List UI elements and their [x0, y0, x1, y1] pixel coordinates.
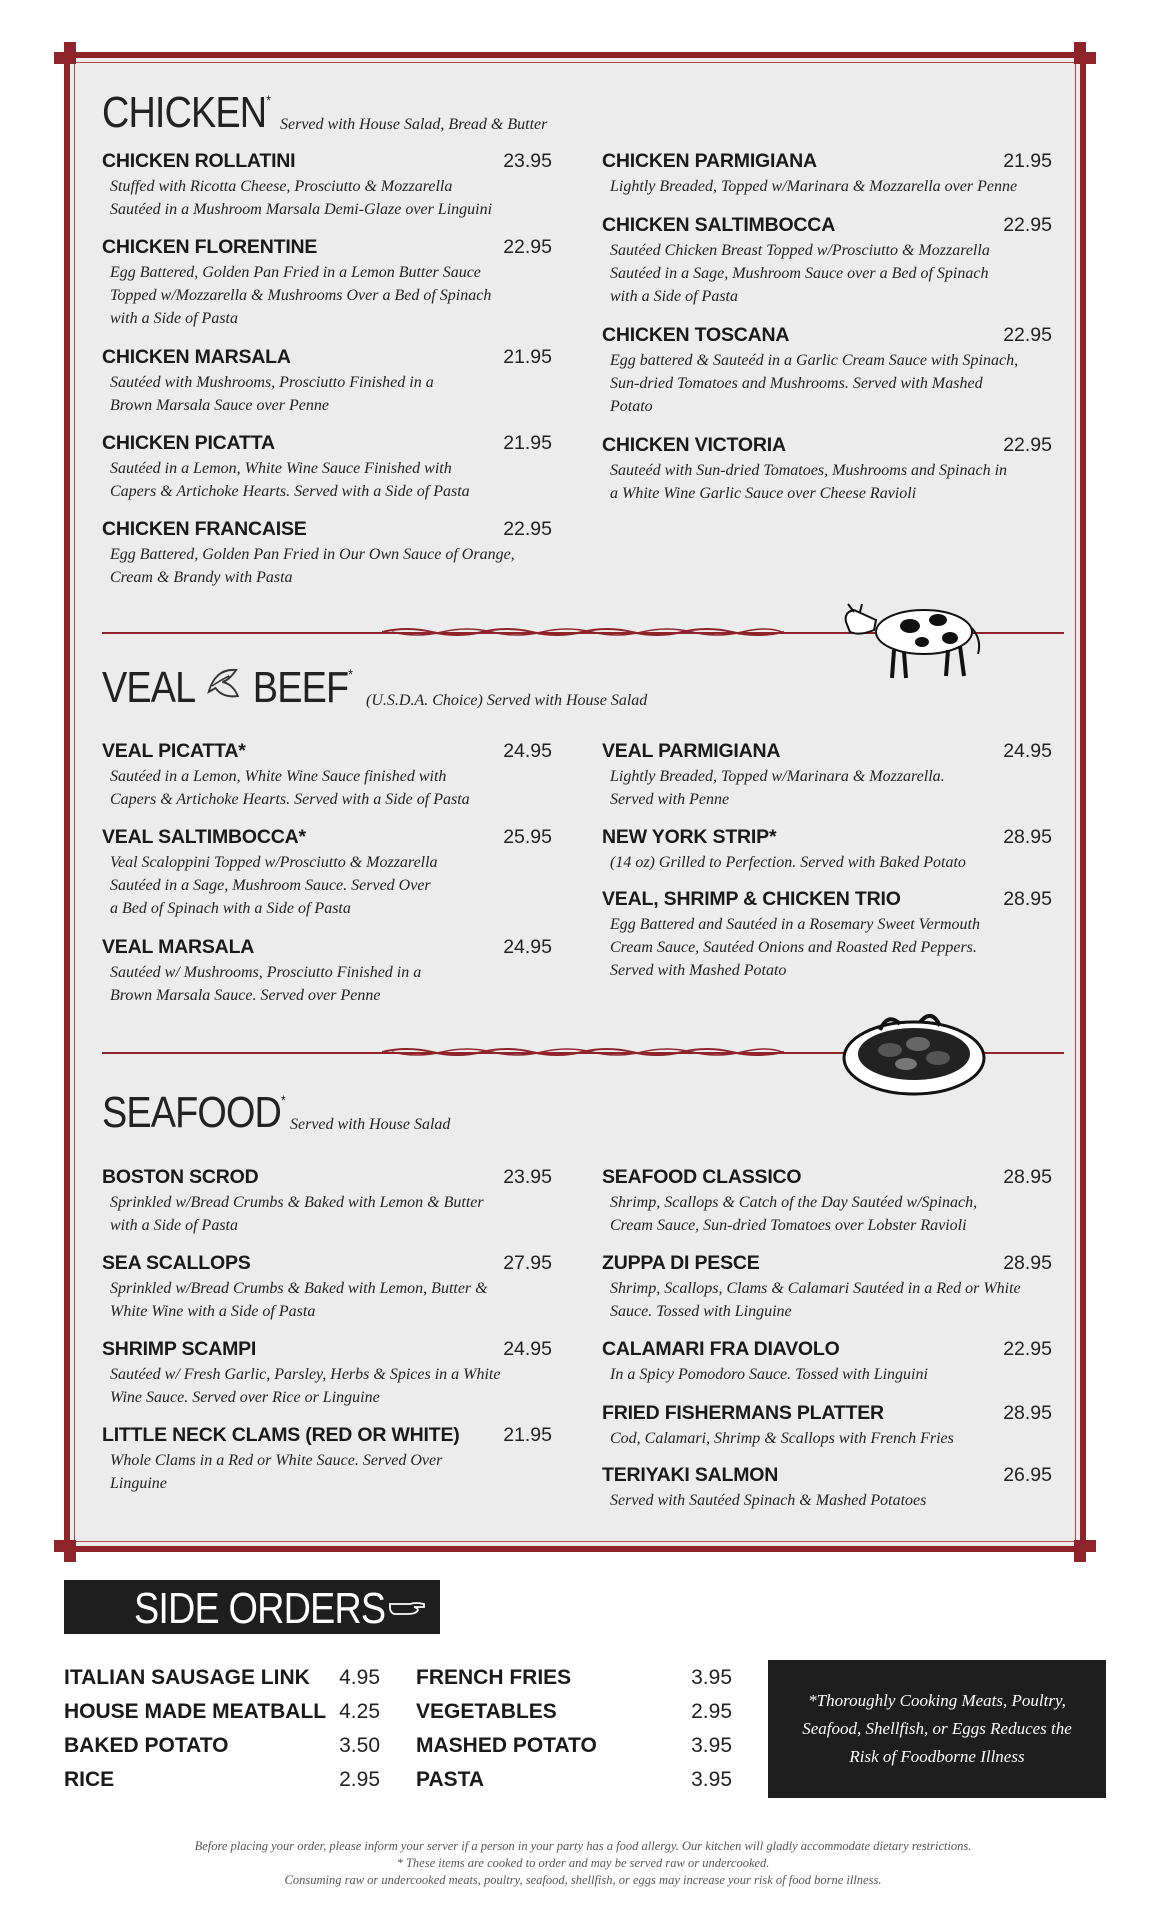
side-order-price: 2.95	[339, 1768, 380, 1791]
menu-item	[602, 1464, 1052, 1512]
description-line: Egg battered & Sauteéd in a Garlic Cream Sauce with Spinach,	[610, 352, 1019, 369]
menu-item-name: CHICKEN VICTORIA	[602, 434, 786, 456]
menu-item-name: CHICKEN ROLLATINI	[102, 150, 296, 172]
menu-item-header	[102, 150, 552, 173]
menu-item-description	[610, 175, 1052, 198]
description-line: Egg Battered, Golden Pan Fried in Our Own Sauce of Orange,	[110, 546, 515, 563]
menu-item-name: VEAL MARSALA	[102, 936, 255, 958]
seafood-title-text: SEAFOOD	[102, 1088, 282, 1137]
side-order-name: PASTA	[416, 1768, 485, 1791]
menu-item	[102, 826, 552, 920]
description-line: Shrimp, Scallops & Catch of the Day Sautéed w/Spinach,	[610, 1194, 978, 1211]
menu-item-price: 26.95	[1003, 1464, 1052, 1486]
menu-item-description	[610, 765, 1052, 811]
side-order-name: RICE	[64, 1768, 115, 1791]
description-line: Capers & Artichoke Hearts. Served with a Side of Pasta	[110, 791, 470, 808]
menu-item	[602, 434, 1052, 505]
side-order-name: BAKED POTATO	[64, 1734, 229, 1757]
description-line: Sautéed in a Lemon, White Wine Sauce finished with	[110, 768, 447, 785]
menu-item-header	[602, 214, 1052, 237]
veal-title-mark: *	[348, 666, 353, 682]
menu-item-description	[610, 1427, 1052, 1450]
side-order-price: 4.95	[339, 1666, 380, 1689]
menu-item-price: 28.95	[1003, 1252, 1052, 1274]
menu-item-header	[602, 150, 1052, 173]
description-line: with a Side of Pasta	[110, 310, 238, 327]
menu-item-price: 28.95	[1003, 826, 1052, 848]
menu-item-name: CHICKEN PICATTA	[102, 432, 275, 454]
menu-item-header	[102, 1166, 552, 1189]
menu-item-description	[610, 1489, 1052, 1512]
menu-item-name: CHICKEN FLORENTINE	[102, 236, 318, 258]
menu-item-description	[610, 1191, 1052, 1237]
menu-item-name: TERIYAKI SALMON	[602, 1464, 779, 1486]
description-line: (14 oz) Grilled to Perfection. Served with Baked Potato	[610, 854, 966, 871]
menu-item-name: SEAFOOD CLASSICO	[602, 1166, 802, 1188]
description-line: Brown Marsala Sauce. Served over Penne	[110, 987, 381, 1004]
side-order-item	[64, 1768, 380, 1792]
menu-item	[102, 1338, 552, 1409]
consumer-advisory: Consuming raw or undercooked meats, poultry, seafood, shellfish, or eggs may increase your risk of food borne illness.	[284, 1873, 882, 1887]
frame-corner	[1074, 42, 1096, 64]
description-line: Sautéed in a Sage, Mushroom Sauce. Served Over	[110, 877, 431, 894]
menu-item-name: VEAL, SHRIMP & CHICKEN TRIO	[602, 888, 901, 910]
menu-item-header	[102, 346, 552, 369]
menu-item	[102, 236, 552, 330]
chicken-subtitle: Served with House Salad, Bread & Butter	[280, 116, 548, 133]
menu-item-header	[602, 1464, 1052, 1487]
description-line: Sauce. Tossed with Linguine	[610, 1303, 792, 1320]
side-orders-banner	[64, 1580, 440, 1634]
menu-item	[102, 346, 552, 417]
menu-item-header	[602, 740, 1052, 763]
ornament-flourish	[382, 1046, 784, 1058]
menu-item-description	[610, 349, 1052, 418]
veal-beef-title	[102, 662, 352, 713]
ornament-flourish	[382, 626, 784, 638]
menu-item-name: FRIED FISHERMANS PLATTER	[602, 1402, 884, 1424]
description-line: Cream & Brandy with Pasta	[110, 569, 293, 586]
menu-item-name: ZUPPA DI PESCE	[602, 1252, 760, 1274]
description-line: Sautéed Chicken Breast Topped w/Prosciutto & Mozzarella	[610, 242, 990, 259]
description-line: Linguine	[110, 1475, 167, 1492]
menu-item-price: 23.95	[503, 1166, 552, 1188]
menu-item-header	[102, 1338, 552, 1361]
side-order-price: 3.50	[339, 1734, 380, 1757]
seafood-title	[102, 1088, 285, 1138]
description-line: Egg Battered and Sautéed in a Rosemary Sweet Vermouth	[610, 916, 980, 933]
description-line: Lightly Breaded, Topped w/Marinara & Mozzarella over Penne	[610, 178, 1018, 195]
description-line: Sautéed w/ Fresh Garlic, Parsley, Herbs & Spices in a White	[110, 1366, 501, 1383]
menu-item	[102, 432, 552, 503]
menu-item-price: 22.95	[503, 518, 552, 540]
menu-item	[602, 150, 1052, 198]
menu-item-name: VEAL PICATTA*	[102, 740, 246, 762]
description-line: Sautéed in a Sage, Mushroom Sauce over a Bed of Spinach	[610, 265, 989, 282]
description-line: Served with Sautéed Spinach & Mashed Potatoes	[610, 1492, 927, 1509]
menu-item-name: LITTLE NECK CLAMS (RED OR WHITE)	[102, 1424, 460, 1446]
menu-item	[602, 214, 1052, 308]
menu-item-description	[110, 1191, 552, 1237]
description-line: Sun-dried Tomatoes and Mushrooms. Served with Mashed	[610, 375, 983, 392]
menu-item-header	[102, 236, 552, 259]
description-line: Veal Scaloppini Topped w/Prosciutto & Mozzarella	[110, 854, 438, 871]
description-line: In a Spicy Pomodoro Sauce. Tossed with Linguini	[610, 1366, 928, 1383]
description-line: Cod, Calamari, Shrimp & Scallops with French Fries	[610, 1430, 954, 1447]
menu-item-price: 21.95	[1003, 150, 1052, 172]
menu-item-price: 22.95	[1003, 1338, 1052, 1360]
menu-item-name: SEA SCALLOPS	[102, 1252, 251, 1274]
description-line: Cream Sauce, Sun-dried Tomatoes over Lobster Ravioli	[610, 1217, 967, 1234]
description-line: Sprinkled w/Bread Crumbs & Baked with Lemon & Butter	[110, 1194, 484, 1211]
menu-item	[602, 1402, 1052, 1450]
menu-item	[102, 1252, 552, 1323]
menu-item-price: 28.95	[1003, 1402, 1052, 1424]
description-line: Sprinkled w/Bread Crumbs & Baked with Lemon, Butter &	[110, 1280, 488, 1297]
side-order-item	[416, 1666, 732, 1690]
menu-item-description	[610, 913, 1052, 982]
description-line: Capers & Artichoke Hearts. Served with a Side of Pasta	[110, 483, 470, 500]
menu-item	[602, 324, 1052, 418]
leaf-ornament-icon	[204, 662, 244, 713]
menu-item-description	[610, 1277, 1052, 1323]
menu-item-header	[602, 1338, 1052, 1361]
menu-item-price: 21.95	[503, 1424, 552, 1446]
description-line: Sautéed in a Mushroom Marsala Demi-Glaze over Linguini	[110, 201, 493, 218]
frame-corner	[54, 1540, 76, 1562]
menu-item-price: 28.95	[1003, 1166, 1052, 1188]
description-line: Topped w/Mozzarella & Mushrooms Over a Bed of Spinach	[110, 287, 492, 304]
pointing-hand-icon	[388, 1596, 428, 1618]
menu-item-name: CALAMARI FRA DIAVOLO	[602, 1338, 840, 1360]
menu-item	[102, 150, 552, 221]
menu-item-name: VEAL SALTIMBOCCA*	[102, 826, 306, 848]
raw-items-notice: * These items are cooked to order and may be served raw or undercooked.	[396, 1856, 770, 1870]
menu-item-header	[602, 1166, 1052, 1189]
description-line: Sautéed in a Lemon, White Wine Sauce Finished with	[110, 460, 452, 477]
menu-item-price: 24.95	[503, 1338, 552, 1360]
menu-item	[102, 518, 552, 589]
description-line: Served with Penne	[610, 791, 730, 808]
menu-item-header	[102, 826, 552, 849]
menu-item-name: CHICKEN MARSALA	[102, 346, 291, 368]
menu-item-description	[110, 765, 552, 811]
menu-item-description	[110, 457, 552, 503]
side-order-name: MASHED POTATO	[416, 1734, 597, 1757]
menu-item-description	[110, 961, 552, 1007]
menu-item-price: 21.95	[503, 432, 552, 454]
menu-item-description	[110, 261, 552, 330]
menu-item-price: 24.95	[503, 936, 552, 958]
description-line: Wine Sauce. Served over Rice or Linguine	[110, 1389, 380, 1406]
seafood-title-mark: *	[281, 1092, 285, 1108]
menu-item-name: CHICKEN SALTIMBOCCA	[602, 214, 836, 236]
description-line: Sautéed w/ Mushrooms, Prosciutto Finished in a	[110, 964, 422, 981]
menu-item-header	[102, 1252, 552, 1275]
menu-item-header	[102, 936, 552, 959]
description-line: Lightly Breaded, Topped w/Marinara & Mozzarella.	[610, 768, 945, 785]
description-line: Egg Battered, Golden Pan Fried in a Lemon Butter Sauce	[110, 264, 481, 281]
side-order-name: FRENCH FRIES	[416, 1666, 572, 1689]
food-safety-text: *Thoroughly Cooking Meats, Poultry, Seafood, Shellfish, or Eggs Reduces the Risk of Foodborne Illness	[802, 1691, 1072, 1766]
menu-item	[102, 1424, 552, 1495]
menu-item-name: NEW YORK STRIP*	[602, 826, 777, 848]
description-line: Whole Clams in a Red or White Sauce. Served Over	[110, 1452, 443, 1469]
side-order-price: 2.95	[691, 1700, 732, 1723]
veal-subtitle: (U.S.D.A. Choice) Served with House Salad	[366, 692, 648, 709]
menu-item-description	[110, 543, 552, 589]
side-order-price: 3.95	[691, 1666, 732, 1689]
menu-item-header	[602, 1402, 1052, 1425]
description-line: Sautéed with Mushrooms, Prosciutto Finished in a	[110, 374, 434, 391]
frame-corner	[1074, 1540, 1096, 1562]
seafood-platter-illustration	[840, 1000, 988, 1100]
seafood-subtitle: Served with House Salad	[290, 1116, 451, 1133]
allergy-notice: Before placing your order, please inform your server if a person in your party has a food allergy. Our kitchen will gladly accommodate dietary restrictions.	[194, 1839, 972, 1853]
menu-item-description	[610, 851, 1052, 874]
menu-item-header	[102, 1424, 552, 1447]
menu-item-price: 24.95	[503, 740, 552, 762]
menu-item-name: BOSTON SCROD	[102, 1166, 259, 1188]
menu-item-description	[110, 1363, 552, 1409]
description-line: Sauteéd with Sun-dried Tomatoes, Mushrooms and Spinach in	[610, 462, 1008, 479]
menu-item-description	[610, 459, 1052, 505]
menu-item-header	[602, 888, 1052, 911]
menu-item-header	[602, 1252, 1052, 1275]
side-order-item	[64, 1700, 380, 1724]
menu-item-description	[110, 371, 552, 417]
menu-item	[102, 936, 552, 1007]
menu-item-description	[610, 1363, 1052, 1386]
description-line: a White Wine Garlic Sauce over Cheese Ravioli	[610, 485, 917, 502]
veal-title-text: VEAL	[102, 663, 194, 712]
frame-corner	[54, 42, 76, 64]
description-line: with a Side of Pasta	[610, 288, 738, 305]
menu-item-price: 23.95	[503, 150, 552, 172]
beef-title-text: BEEF	[252, 663, 349, 712]
menu-item-description	[110, 1277, 552, 1323]
cow-illustration	[840, 590, 984, 682]
description-line: Stuffed with Ricotta Cheese, Prosciutto & Mozzarella	[110, 178, 453, 195]
side-order-price: 3.95	[691, 1768, 732, 1791]
description-line: Shrimp, Scallops, Clams & Calamari Sautéed in a Red or White	[610, 1280, 1021, 1297]
side-order-item	[416, 1768, 732, 1792]
chicken-title-text: CHICKEN	[102, 88, 267, 137]
menu-item	[102, 740, 552, 811]
food-safety-notice	[768, 1660, 1106, 1798]
menu-item	[602, 1338, 1052, 1386]
side-order-item	[416, 1734, 732, 1758]
side-order-name: VEGETABLES	[416, 1700, 557, 1723]
menu-item-price: 24.95	[1003, 740, 1052, 762]
description-line: Brown Marsala Sauce over Penne	[110, 397, 329, 414]
menu-item-price: 22.95	[1003, 214, 1052, 236]
menu-item	[602, 1166, 1052, 1237]
menu-item-name: CHICKEN PARMIGIANA	[602, 150, 817, 172]
menu-item	[602, 826, 1052, 874]
menu-item-price: 22.95	[1003, 434, 1052, 456]
description-line: a Bed of Spinach with a Side of Pasta	[110, 900, 351, 917]
menu-item-header	[602, 434, 1052, 457]
description-line: Potato	[610, 398, 653, 415]
menu-item-header	[602, 826, 1052, 849]
menu-item	[602, 740, 1052, 811]
menu-item-name: VEAL PARMIGIANA	[602, 740, 781, 762]
menu-item-name: CHICKEN FRANCAISE	[102, 518, 307, 540]
side-order-price: 3.95	[691, 1734, 732, 1757]
menu-item-price: 21.95	[503, 346, 552, 368]
side-order-price: 4.25	[339, 1700, 380, 1723]
description-line: Cream Sauce, Sautéed Onions and Roasted Red Peppers.	[610, 939, 977, 956]
menu-item-description	[110, 1449, 552, 1495]
menu-item	[602, 1252, 1052, 1323]
menu-item-description	[110, 175, 552, 221]
menu-item-header	[102, 518, 552, 541]
menu-item-price: 25.95	[503, 826, 552, 848]
side-order-name: HOUSE MADE MEATBALL	[64, 1700, 327, 1723]
chicken-title	[102, 88, 270, 138]
side-order-item	[64, 1666, 380, 1690]
side-order-item	[416, 1700, 732, 1724]
menu-item-price: 28.95	[1003, 888, 1052, 910]
description-line: White Wine with a Side of Pasta	[110, 1303, 316, 1320]
menu-item-description	[610, 239, 1052, 308]
side-orders-title: SIDE ORDERS	[134, 1584, 386, 1633]
menu-item	[102, 1166, 552, 1237]
menu-item-name: CHICKEN TOSCANA	[602, 324, 790, 346]
menu-item-price: 22.95	[1003, 324, 1052, 346]
description-line: with a Side of Pasta	[110, 1217, 238, 1234]
chicken-title-mark: *	[266, 92, 271, 108]
menu-item-description	[110, 851, 552, 920]
menu-item-name: SHRIMP SCAMPI	[102, 1338, 257, 1360]
side-order-name: ITALIAN SAUSAGE LINK	[64, 1666, 310, 1689]
menu-item-header	[102, 740, 552, 763]
side-order-item	[64, 1734, 380, 1758]
menu-item-price: 27.95	[503, 1252, 552, 1274]
description-line: Served with Mashed Potato	[610, 962, 787, 979]
menu-item-header	[102, 432, 552, 455]
menu-item-price: 22.95	[503, 236, 552, 258]
menu-item-header	[602, 324, 1052, 347]
menu-item	[602, 888, 1052, 982]
